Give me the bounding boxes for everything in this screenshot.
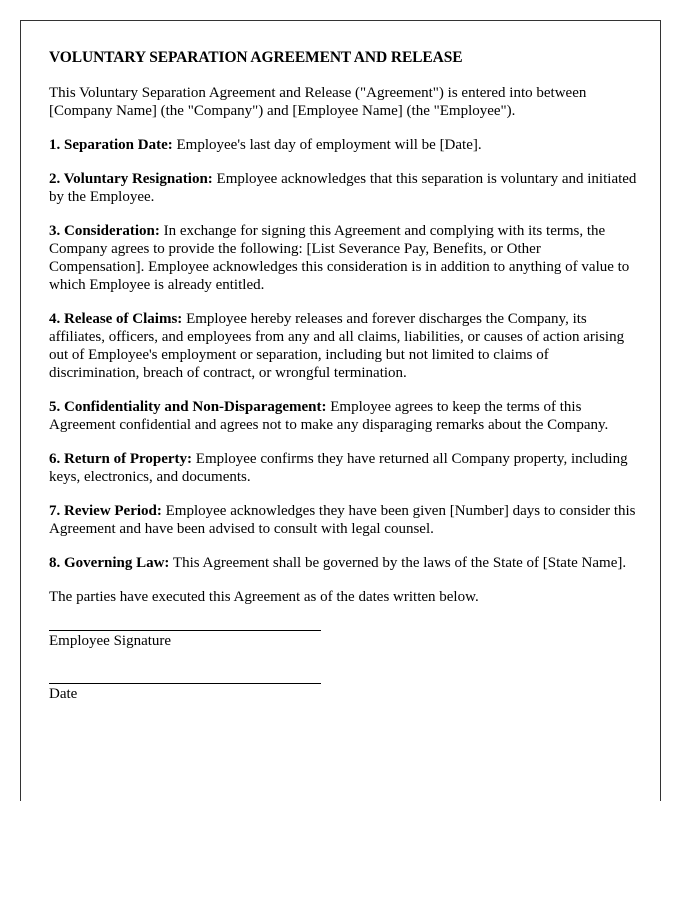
document-content [49, 48, 639, 704]
clause-body: In exchange for signing this Agreement and complying with its terms, the Company agrees to provide the following: [List Severance Pay, Benefits, or Other Compensation]. Employee acknowledges this consideration is in addition to anything of value to which Employee is already entitled. [49, 223, 630, 293]
clause-heading: 4. Release of Claims: [49, 311, 183, 327]
clause-separation-date [49, 136, 639, 154]
clause-voluntary-resignation [49, 170, 639, 206]
clause-consideration [49, 222, 639, 294]
clause-body: Employee's last day of employment will be [Date]. [172, 137, 482, 153]
employee-signature-line [49, 630, 321, 631]
clause-heading: 7. Review Period: [49, 503, 162, 519]
clause-heading: 6. Return of Property: [49, 451, 193, 467]
clause-release-of-claims [49, 310, 639, 382]
date-signature-line [49, 683, 321, 684]
clause-heading: 2. Voluntary Resignation: [49, 171, 213, 187]
signature-spacer [49, 651, 639, 683]
clause-heading: 5. Confidentiality and Non-Disparagement: [49, 399, 327, 415]
clause-body: Employee hereby releases and forever discharges the Company, its affiliates, officers, and employees from any and all claims, liabilities, or causes of action arising out of Employee's employment or separation, including but not limited to claims of discrimination, breach of contract, or wrongful termination. [49, 311, 625, 381]
clause-body: Employee agrees to keep the terms of this Agreement confidential and agrees not to make any disparaging remarks about the Company. [49, 399, 609, 433]
date-signature-label: Date [49, 686, 78, 702]
signature-block [49, 630, 639, 704]
clause-heading: 3. Consideration: [49, 223, 160, 239]
clause-confidentiality [49, 398, 639, 434]
clause-governing-law [49, 554, 639, 572]
clause-body: Employee acknowledges they have been given [Number] days to consider this Agreement and have been advised to consult with legal counsel. [49, 503, 636, 537]
closing-statement: The parties have executed this Agreement as of the dates written below. [49, 589, 479, 605]
clause-return-of-property [49, 450, 639, 486]
employee-signature-label: Employee Signature [49, 633, 172, 649]
clause-body: Employee confirms they have returned all Company property, including keys, electronics, and documents. [49, 451, 628, 485]
clause-review-period [49, 502, 639, 538]
document-page [20, 20, 661, 801]
clause-body: This Agreement shall be governed by the laws of the State of [State Name]. [169, 555, 627, 571]
intro-paragraph: This Voluntary Separation Agreement and Release ("Agreement") is entered into between [Company Name] (the "Company") and [Employee Name] (the "Employee"). [49, 85, 587, 119]
clause-heading: 1. Separation Date: [49, 137, 173, 153]
clause-heading: 8. Governing Law: [49, 555, 170, 571]
clause-body: Employee acknowledges that this separation is voluntary and initiated by the Employee. [49, 171, 637, 205]
document-title: VOLUNTARY SEPARATION AGREEMENT AND RELEASE [49, 49, 463, 66]
